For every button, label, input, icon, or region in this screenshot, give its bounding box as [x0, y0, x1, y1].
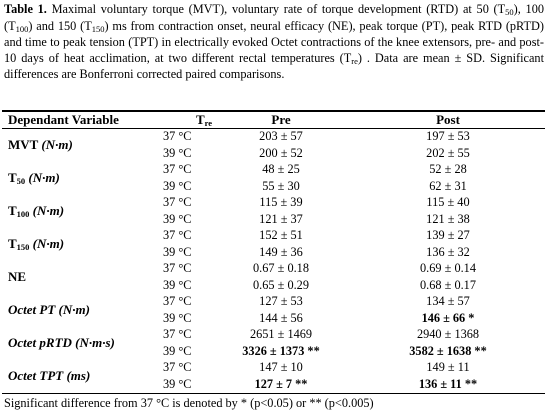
- variable-unit: (N·m): [41, 137, 73, 152]
- table-row: [0, 344, 548, 360]
- table-caption: [4, 2, 544, 83]
- post-value-cell: 202 ± 55: [426, 145, 470, 160]
- post-value-cell: 62 ± 31: [429, 178, 467, 193]
- header-tre-sub: re: [204, 118, 213, 128]
- post-value-cell: 149 ± 11: [426, 360, 470, 374]
- temperature-cell: 39 °C: [163, 178, 192, 193]
- variable-name: T: [8, 170, 17, 185]
- post-value-cell: 115 ± 40: [426, 195, 470, 209]
- post-value-cell: 0.68 ± 0.17: [420, 277, 476, 292]
- table-row: [0, 129, 548, 152]
- pre-value-cell: 3326 ± 1373 **: [242, 343, 320, 358]
- pre-value-cell: 144 ± 56: [259, 310, 303, 325]
- table-row: [0, 212, 548, 228]
- post-value-cell: 0.69 ± 0.14: [420, 261, 476, 275]
- temperature-cell: 37 °C: [163, 360, 192, 374]
- post-value-cell: 136 ± 11 **: [418, 376, 478, 391]
- temperature-cell: 39 °C: [163, 145, 192, 160]
- temperature-cell: 39 °C: [163, 310, 192, 325]
- caption-text: Maximal voluntary torque (MVT), voluntary rate of torque development (RTD) at 50 (T: [46, 2, 506, 16]
- variable-unit: (N·m): [32, 236, 65, 251]
- temperature-cell: 39 °C: [163, 376, 192, 391]
- header-pre: Pre: [271, 112, 291, 127]
- table-row: [0, 179, 548, 195]
- table-row: [0, 311, 548, 327]
- pre-value-cell: 203 ± 57: [259, 129, 303, 143]
- table-row: [0, 245, 548, 261]
- pre-value-cell: 147 ± 10: [259, 360, 303, 374]
- temperature-cell: 39 °C: [163, 343, 192, 358]
- table-row: [0, 261, 548, 284]
- caption-sub: 150: [91, 23, 105, 34]
- pre-value-cell: 55 ± 30: [262, 178, 300, 193]
- caption-text: ) ms from contraction onset, neural efficacy (NE), peak torque (PT), peak RTD (pRTD) and time to peak tension (TPT) in electrically evoked Octet contractions of the knee extensors, pre- and post- 10 days of heat acclimation, at two different rectal temperatures (T: [4, 18, 545, 65]
- table-row: [0, 294, 548, 317]
- header-post: Post: [436, 112, 460, 127]
- variable-name: Octet TPT (ms): [8, 368, 91, 383]
- temperature-cell: 37 °C: [163, 162, 192, 176]
- pre-value-cell: 2651 ± 1469: [249, 327, 313, 341]
- variable-unit: (N·m): [32, 203, 65, 218]
- caption-text: ) and 150 (T: [28, 18, 92, 33]
- header-tre: [196, 112, 212, 128]
- pre-value-cell: 115 ± 39: [259, 195, 303, 209]
- pre-value-cell: 200 ± 52: [259, 145, 303, 160]
- variable-subscript: 100: [16, 209, 30, 219]
- pre-value-cell: 152 ± 51: [259, 228, 303, 242]
- variable-name: Octet PT (N·m): [8, 302, 90, 317]
- bottom-rule: [2, 393, 545, 394]
- post-value-cell: 197 ± 53: [426, 129, 470, 143]
- post-value-cell: 121 ± 38: [426, 211, 470, 226]
- temperature-cell: 37 °C: [163, 195, 192, 209]
- header-tre-main: T: [196, 112, 205, 127]
- header-variable: Dependant Variable: [8, 112, 119, 127]
- variable-subscript: 50: [16, 176, 26, 186]
- pre-value-cell: 0.65 ± 0.29: [253, 277, 309, 292]
- post-value-cell: 146 ± 66 *: [421, 310, 475, 325]
- caption-text: ) . Data are mean ± SD. Significant differences are Bonferroni corrected paired comparisons.: [4, 50, 545, 82]
- table-row: [0, 360, 548, 383]
- temperature-cell: 37 °C: [163, 327, 192, 341]
- post-value-cell: 139 ± 27: [426, 228, 470, 242]
- temperature-cell: 37 °C: [163, 228, 192, 242]
- caption-label: Table 1.: [4, 2, 47, 16]
- temperature-cell: 39 °C: [163, 211, 192, 226]
- post-value-cell: 52 ± 28: [429, 162, 467, 176]
- pre-value-cell: 121 ± 37: [259, 211, 303, 226]
- pre-value-cell: 127 ± 53: [259, 294, 303, 308]
- variable-name: T: [8, 236, 17, 251]
- variable-unit: (N·m): [28, 170, 60, 185]
- post-value-cell: 2940 ± 1368: [416, 327, 480, 341]
- post-value-cell: 134 ± 57: [426, 294, 470, 308]
- caption-text: ), 100 (T: [4, 2, 544, 33]
- variable-name: Octet pRTD (N·m·s): [8, 335, 115, 350]
- temperature-cell: 37 °C: [163, 294, 192, 308]
- temperature-cell: 37 °C: [163, 129, 192, 143]
- temperature-cell: 39 °C: [163, 277, 192, 292]
- caption-sub: re: [351, 55, 358, 66]
- variable-name: T: [8, 203, 17, 218]
- variable-name: NE: [8, 269, 27, 284]
- post-value-cell: 136 ± 32: [426, 244, 470, 259]
- table-row: [0, 377, 548, 393]
- pre-value-cell: 149 ± 36: [259, 244, 303, 259]
- post-value-cell: 3582 ± 1638 **: [409, 343, 487, 358]
- table-row: [0, 146, 548, 162]
- caption-sub: 50: [505, 7, 514, 17]
- caption-sub: 100: [15, 23, 29, 34]
- pre-value-cell: 127 ± 7 **: [254, 376, 308, 391]
- temperature-cell: 37 °C: [163, 261, 192, 275]
- table-row: [0, 327, 548, 350]
- variable-subscript: 150: [16, 242, 30, 252]
- pre-value-cell: 48 ± 25: [262, 162, 300, 176]
- pre-value-cell: 0.67 ± 0.18: [253, 261, 309, 275]
- footnote: Significant difference from 37 °C is denoted by * (p<0.05) or ** (p<0.005): [4, 396, 374, 410]
- variable-name: MVT: [8, 137, 39, 152]
- table-row: [0, 278, 548, 294]
- temperature-cell: 39 °C: [163, 244, 192, 259]
